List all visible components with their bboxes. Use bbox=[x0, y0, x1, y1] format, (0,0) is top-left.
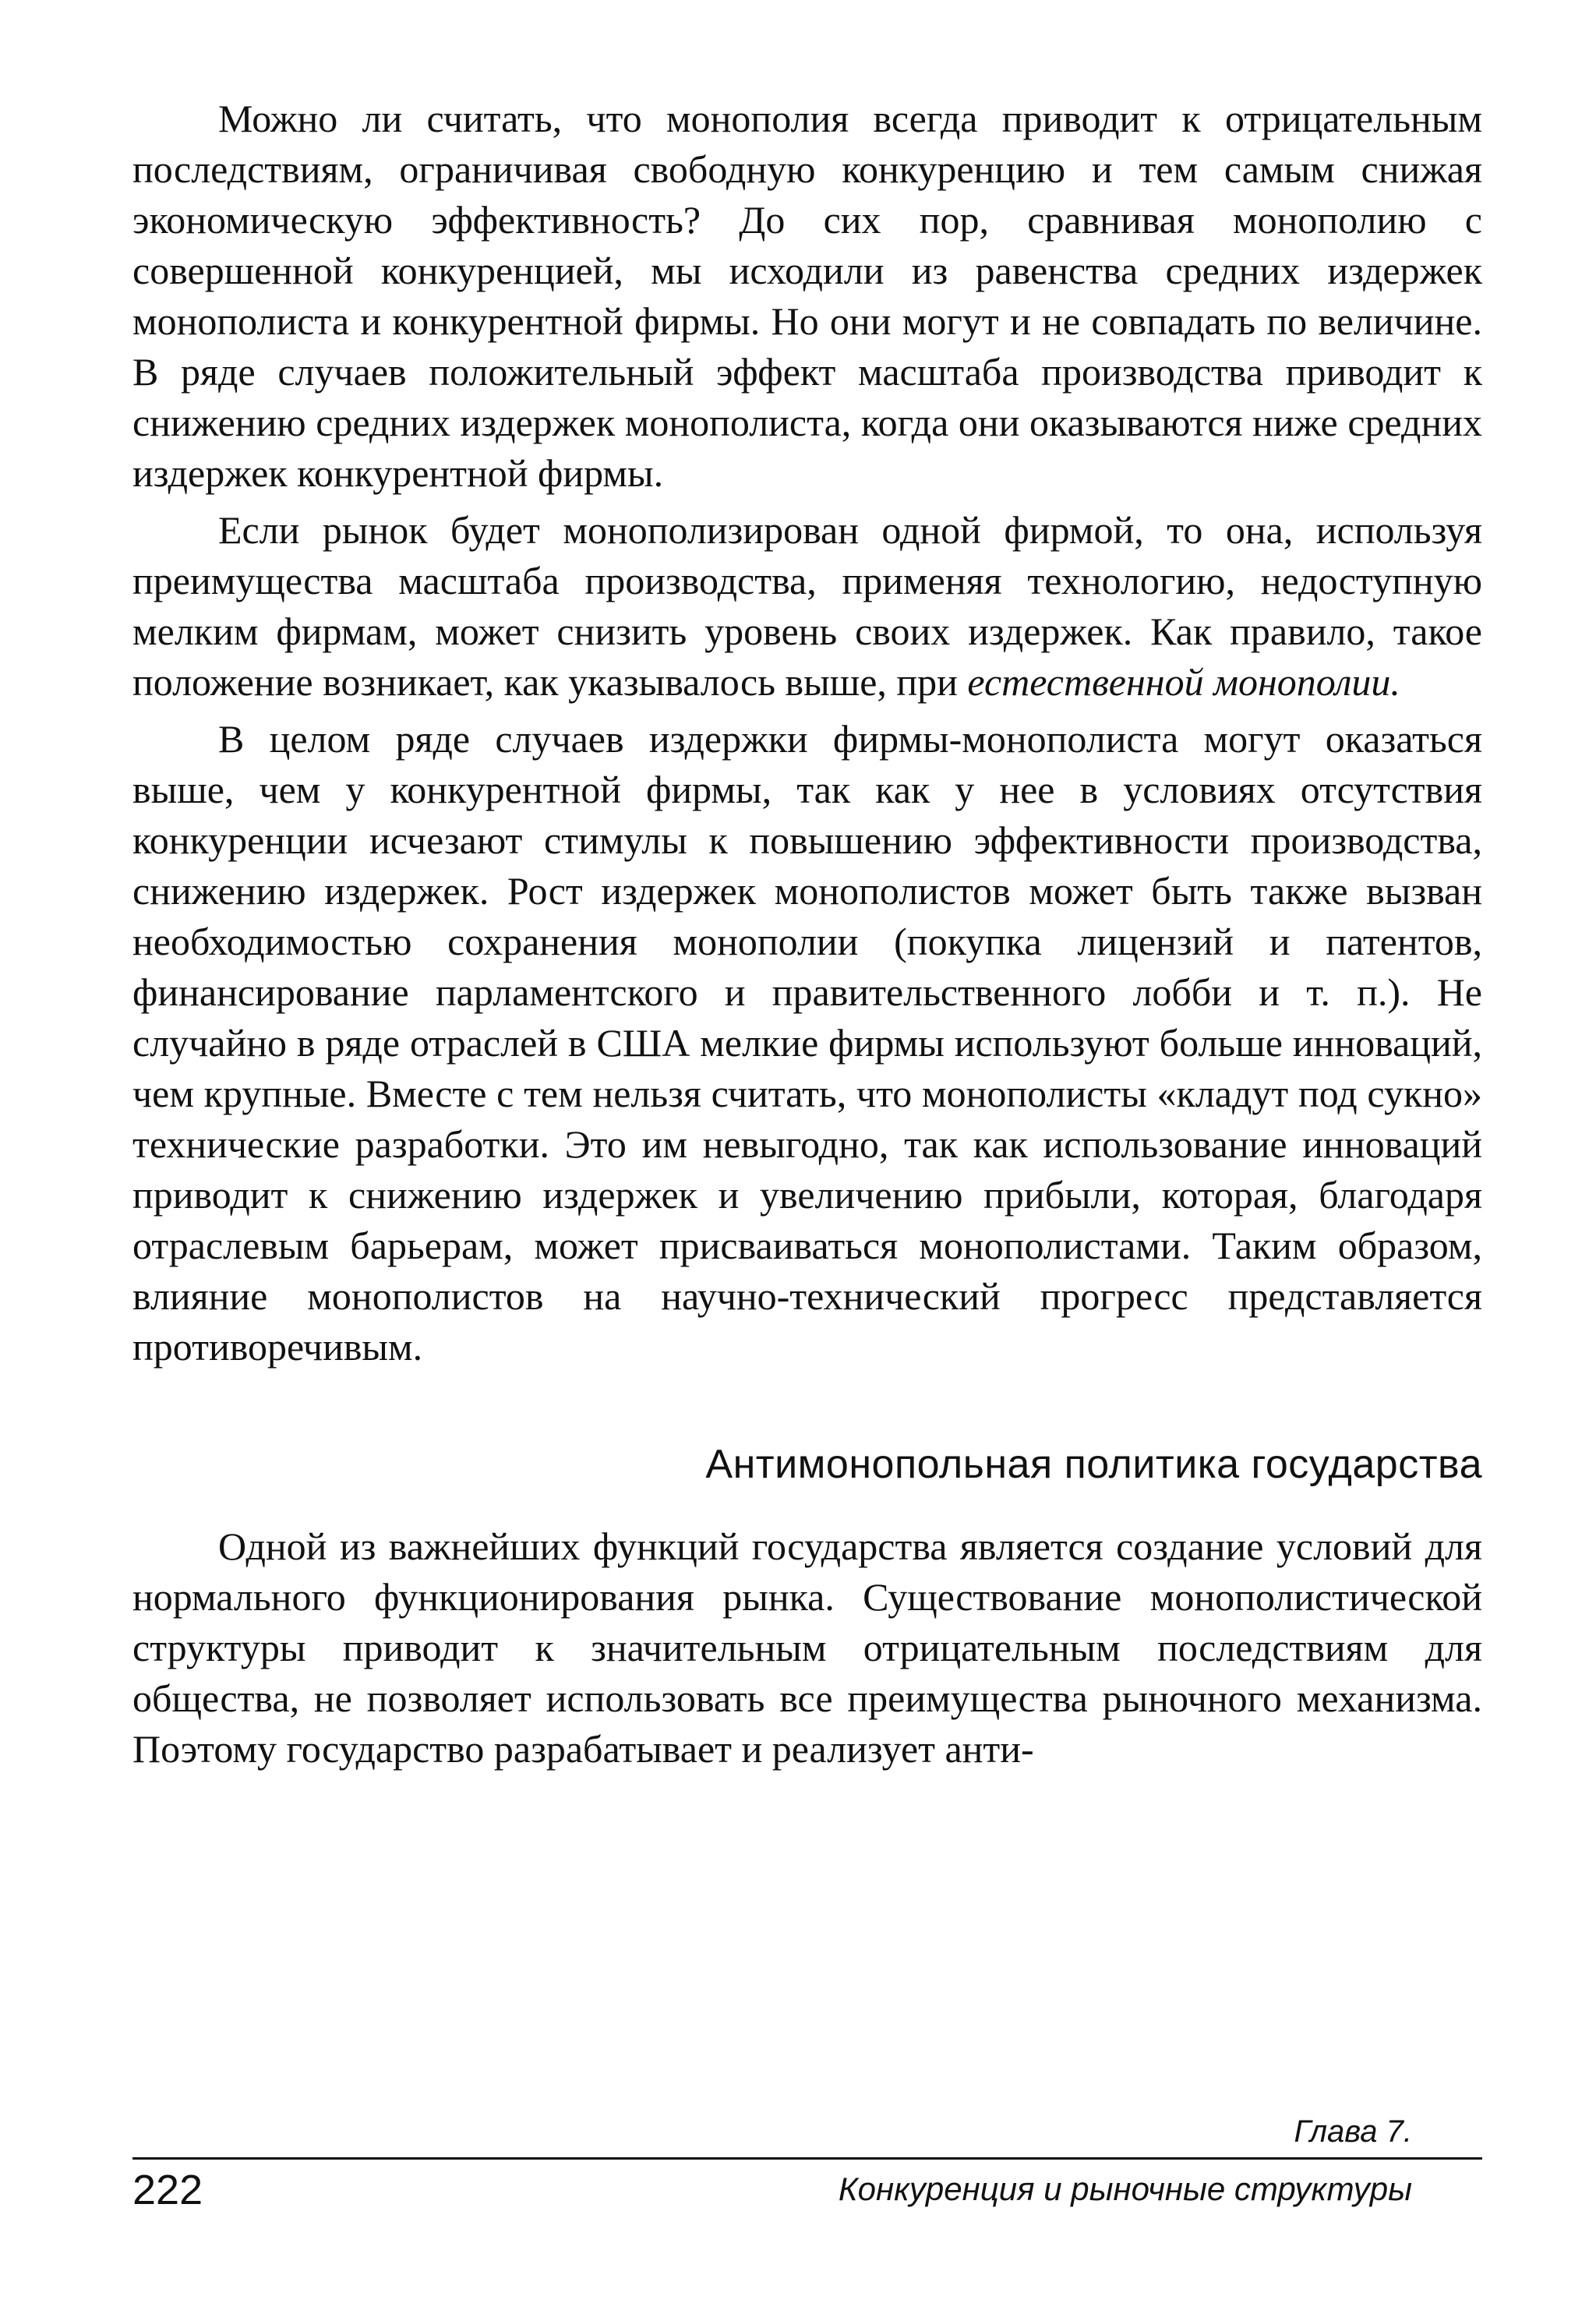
footer-chapter-label: Глава 7. bbox=[1294, 2114, 1412, 2149]
page-number: 222 bbox=[132, 2167, 203, 2213]
natural-monopoly-emphasis: естественной монополии. bbox=[967, 660, 1400, 704]
paragraph-monopoly-efficiency: Можно ли считать, что монополия всегда приводит к отрицательным последствиям, ограничивая свободную конкуренцию и тем самым снижая экономическую эффективность? До сих пор, сравнивая монополию с совершенной конкуренцией, мы исходили из равенства средних издержек монополиста и конкурентной фирмы. Но они могут и не совпадать по величине. В ряде случаев положительный эффект масштаба производства приводит к снижению средних издержек монополиста, когда они оказываются ниже средних издержек конкурентной фирмы. bbox=[132, 97, 1482, 495]
page-footer bbox=[132, 2112, 1482, 2221]
page-body bbox=[132, 94, 1482, 1775]
paragraph-economies-of-scale bbox=[132, 505, 1482, 708]
footer-divider bbox=[132, 2157, 1482, 2160]
paragraph-monopoly-costs: В целом ряде случаев издержки фирмы-монополиста могут оказаться выше, чем у конкурентной фирмы, так как у нее в условиях отсутствия конкуренции исчезают стимулы к повышению эффективности производства, снижению издержек. Рост издержек монополистов может быть также вызван необходимостью сохранения монополии (покупка лицензий и патентов, финансирование парламентского и правительственного лобби и т. п.). Не случайно в ряде отраслей в США мелкие фирмы используют больше инноваций, чем крупные. Вместе с тем нельзя считать, что монополисты «кладут под сукно» технические разработки. Это им невыгодно, так как использование инноваций приводит к снижению издержек и увеличению прибыли, которая, благодаря отраслевым барьерам, может присваиваться монополистами. Таким образом, влияние монополистов на научно-технический прогресс представляется противоречивым. bbox=[132, 717, 1482, 1369]
footer-chapter-title: Конкуренция и рыночные структуры bbox=[838, 2171, 1412, 2207]
paragraph-economies-of-scale-text: Если рынок будет монополизирован одной фирмой, то она, используя преимущества масштаба производства, применяя технологию, недоступную мелким фирмам, может снизить уровень своих издержек. Как правило, такое положение возникает, как указывалось выше, при bbox=[132, 508, 1482, 704]
paragraph-antimonopoly: Одной из важнейших функций государства является создание условий для нормального функционирования рынка. Существование монополистической структуры приводит к значительным отрицательным последствиям для общества, не позволяет использовать все преимущества рыночного механизма. Поэтому государство разрабатывает и реализует анти- bbox=[132, 1524, 1482, 1771]
section-heading: Антимонопольная политика государства bbox=[705, 1442, 1482, 1487]
